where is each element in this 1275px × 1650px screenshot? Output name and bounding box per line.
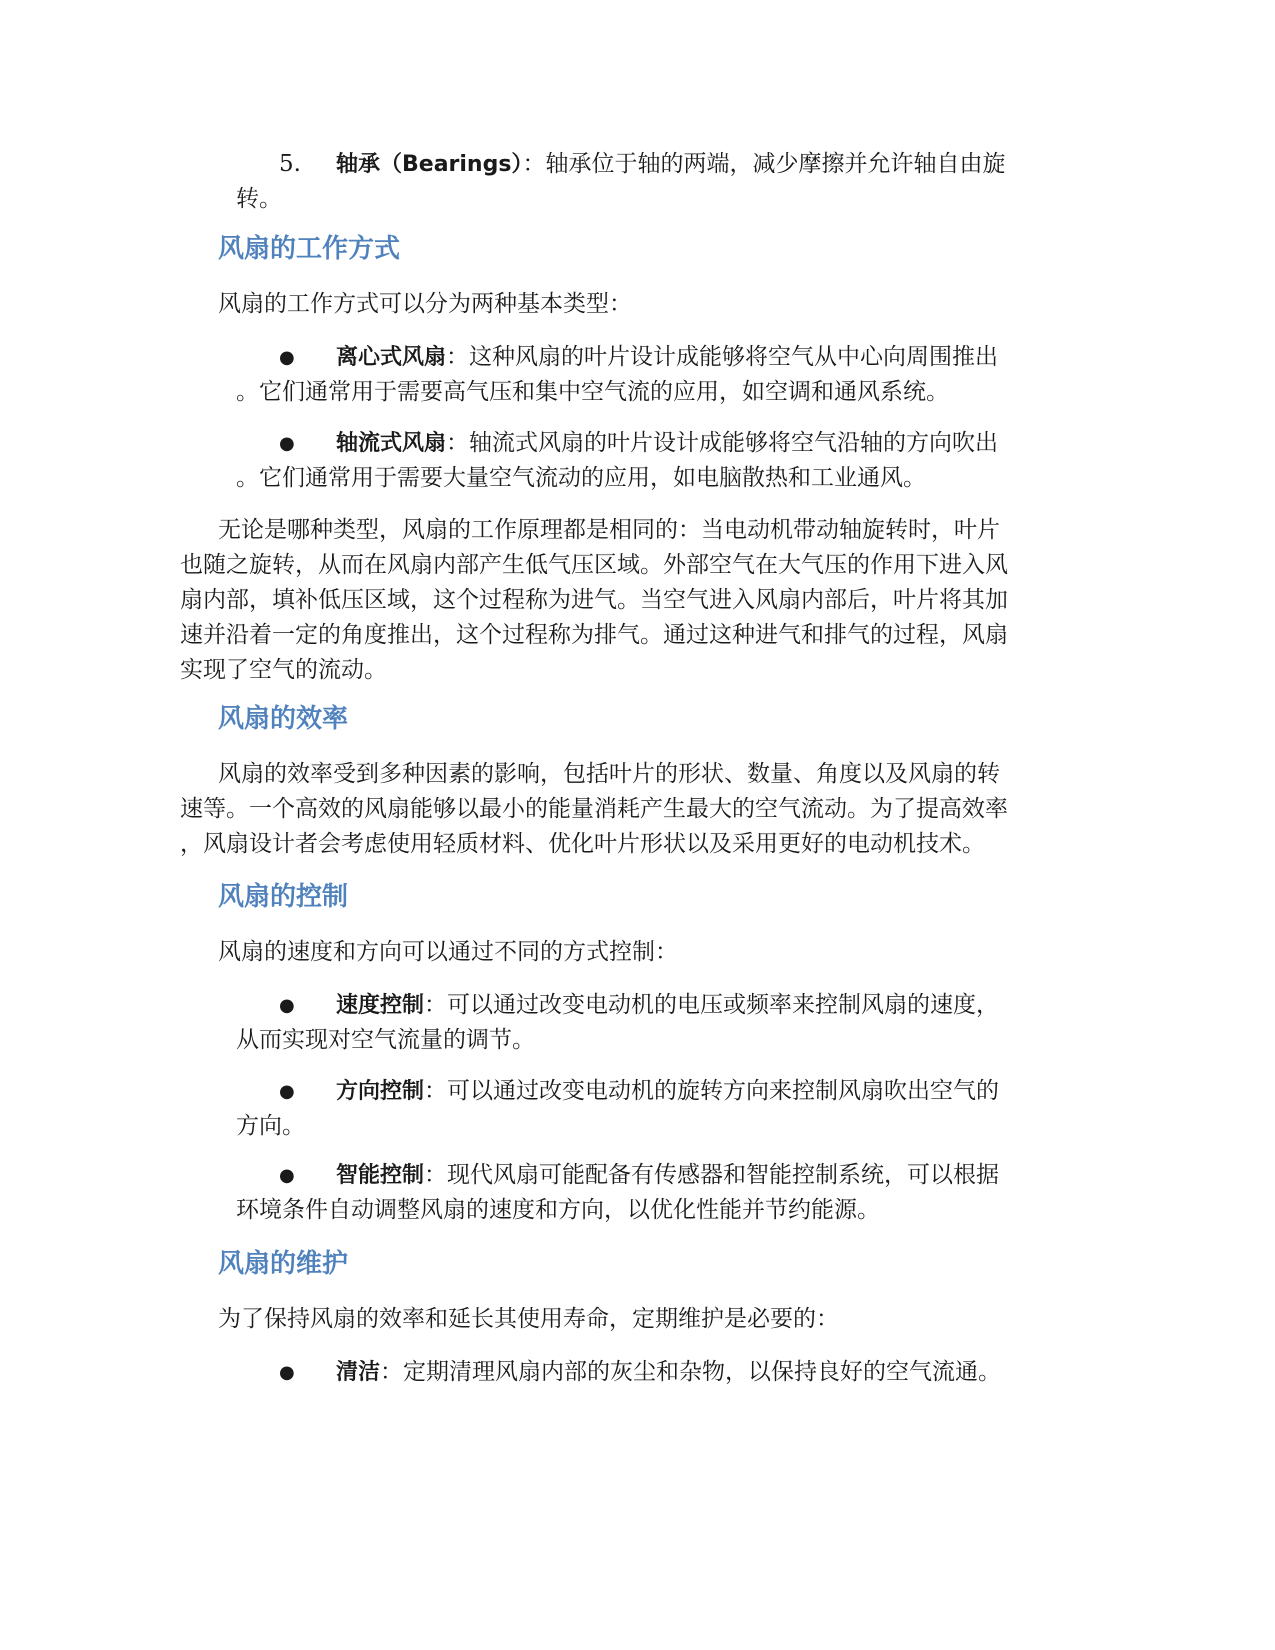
bullet-term: 清洁 bbox=[336, 1360, 381, 1385]
paragraph-line: 速等。一个高效的风扇能够以最小的能量消耗产生最大的空气流动。为了提高效率 bbox=[180, 796, 1008, 822]
item-text-line1: ：轴承位于轴的两端，减少摩擦并允许轴自由旋 bbox=[522, 151, 1006, 177]
bullet-item bbox=[236, 340, 1066, 410]
bullet-text-line1: ：这种风扇的叶片设计成能够将空气从中心向周围推出 bbox=[446, 344, 999, 370]
bullet-icon: ● bbox=[279, 347, 295, 368]
bullet-term: 轴流式风扇 bbox=[336, 431, 447, 456]
paragraph-line: 也随之旋转，从而在风扇内部产生低气压区域。外部空气在大气压的作用下进入风 bbox=[180, 552, 1008, 578]
bullet-item bbox=[236, 1355, 1066, 1390]
section-heading-efficiency: 风扇的效率 bbox=[218, 704, 349, 734]
bullet-text-line1: ：可以通过改变电动机的旋转方向来控制风扇吹出空气的 bbox=[424, 1078, 1000, 1104]
section-heading-working: 风扇的工作方式 bbox=[218, 234, 401, 264]
bullet-term: 离心式风扇 bbox=[336, 345, 447, 370]
bullet-text-line1: ：现代风扇可能配备有传感器和智能控制系统，可以根据 bbox=[424, 1162, 1000, 1188]
bullet-term: 方向控制 bbox=[336, 1079, 425, 1104]
list-number: 5. bbox=[279, 151, 301, 177]
section-intro-control: 风扇的速度和方向可以通过不同的方式控制： bbox=[218, 939, 678, 965]
bullet-text-line2: 从而实现对空气流量的调节。 bbox=[236, 1027, 535, 1053]
section-heading-maintenance: 风扇的维护 bbox=[218, 1249, 349, 1279]
bullet-icon: ● bbox=[279, 995, 295, 1016]
bullet-icon: ● bbox=[279, 1362, 295, 1383]
section-intro-working: 风扇的工作方式可以分为两种基本类型： bbox=[218, 291, 632, 317]
bullet-text-line2: 。它们通常用于需要高气压和集中空气流的应用，如空调和通风系统。 bbox=[236, 379, 949, 405]
item-term: 轴承（Bearings） bbox=[336, 152, 523, 177]
paragraph-line: ，风扇设计者会考虑使用轻质材料、优化叶片形状以及采用更好的电动机技术。 bbox=[180, 831, 985, 857]
bullet-text-line1: ：可以通过改变电动机的电压或频率来控制风扇的速度， bbox=[424, 992, 1000, 1018]
bullet-item bbox=[236, 1158, 1066, 1228]
bullet-icon: ● bbox=[279, 433, 295, 454]
paragraph-line: 实现了空气的流动。 bbox=[180, 657, 387, 683]
bullet-term: 速度控制 bbox=[336, 993, 425, 1018]
paragraph-line: 无论是哪种类型，风扇的工作原理都是相同的：当电动机带动轴旋转时，叶片 bbox=[218, 517, 1000, 543]
bullet-item bbox=[236, 988, 1066, 1058]
bullet-term: 智能控制 bbox=[336, 1163, 425, 1188]
bullet-text-line2: 。它们通常用于需要大量空气流动的应用，如电脑散热和工业通风。 bbox=[236, 465, 926, 491]
paragraph-efficiency bbox=[180, 757, 1060, 862]
bullet-text-line2: 方向。 bbox=[236, 1113, 305, 1139]
bullet-icon: ● bbox=[279, 1081, 295, 1102]
bullet-text-line1: ：定期清理风扇内部的灰尘和杂物，以保持良好的空气流通。 bbox=[380, 1359, 1002, 1385]
item-text-line2: 转。 bbox=[236, 186, 282, 212]
section-heading-control: 风扇的控制 bbox=[218, 882, 349, 912]
bullet-item bbox=[236, 426, 1066, 496]
bullet-text-line1: ：轴流式风扇的叶片设计成能够将空气沿轴的方向吹出 bbox=[446, 430, 999, 456]
paragraph-working-principle bbox=[180, 513, 1060, 688]
paragraph-line: 速并沿着一定的角度推出，这个过程称为排气。通过这种进气和排气的过程，风扇 bbox=[180, 622, 1008, 648]
numbered-list-item bbox=[236, 147, 1066, 217]
section-intro-maintenance: 为了保持风扇的效率和延长其使用寿命，定期维护是必要的： bbox=[218, 1306, 839, 1332]
bullet-icon: ● bbox=[279, 1165, 295, 1186]
bullet-item bbox=[236, 1074, 1066, 1144]
paragraph-line: 风扇的效率受到多种因素的影响，包括叶片的形状、数量、角度以及风扇的转 bbox=[218, 761, 1000, 787]
paragraph-line: 扇内部，填补低压区域，这个过程称为进气。当空气进入风扇内部后，叶片将其加 bbox=[180, 587, 1008, 613]
bullet-text-line2: 环境条件自动调整风扇的速度和方向，以优化性能并节约能源。 bbox=[236, 1197, 880, 1223]
